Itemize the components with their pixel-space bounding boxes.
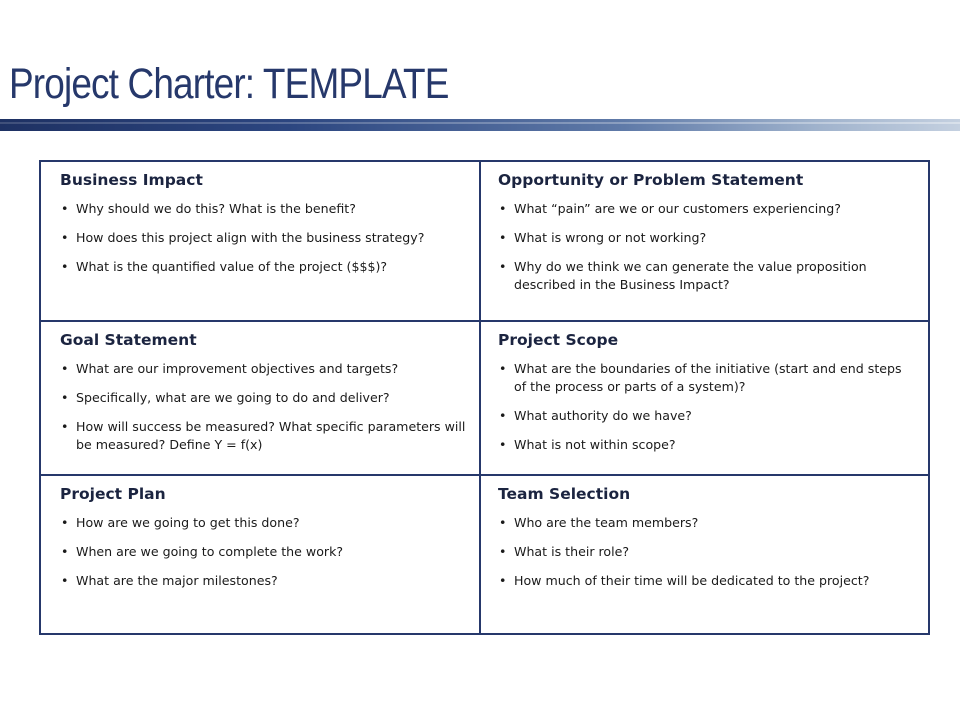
bullet-text: Specifically, what are we going to do and deliver? <box>76 390 390 405</box>
section-project-scope <box>481 322 928 476</box>
bullet-text: How are we going to get this done? <box>76 515 300 530</box>
section-opportunity-statement <box>481 162 928 322</box>
bullet-text: What authority do we have? <box>514 408 692 423</box>
bullet-list <box>60 200 467 276</box>
page-title: Project Charter: TEMPLATE <box>9 60 449 108</box>
bullet-text: Who are the team members? <box>514 515 699 530</box>
section-heading: Business Impact <box>60 171 203 189</box>
bullet-item: • Why do we think we can generate the value proposition described in the Business Impact? <box>499 259 867 292</box>
bullet-item: • How are we going to get this done? <box>61 515 300 530</box>
bullet-item: • What are the boundaries of the initiative (start and end steps of the process or parts of a system)? <box>499 361 902 394</box>
bullet-text: How does this project align with the business strategy? <box>76 230 425 245</box>
bullet-text: What is their role? <box>514 544 630 559</box>
bullet-text: What are our improvement objectives and targets? <box>76 361 399 376</box>
bullet-text: What are the major milestones? <box>76 573 278 588</box>
bullet-item: • Who are the team members? <box>499 515 699 530</box>
bullet-item: • What are our improvement objectives and targets? <box>61 361 399 376</box>
bullet-item: • Specifically, what are we going to do and deliver? <box>61 390 390 405</box>
bullet-text: What is not within scope? <box>514 437 676 452</box>
bullet-list <box>498 514 916 590</box>
section-business-impact <box>41 162 481 322</box>
section-heading: Project Plan <box>60 485 166 503</box>
bullet-item: • What is wrong or not working? <box>499 230 707 245</box>
bullet-item: • What is not within scope? <box>499 437 676 452</box>
bullet-list <box>60 514 467 590</box>
bullet-item: • How will success be measured? What specific parameters will be measured? Define Y = f(x) <box>61 419 466 452</box>
bullet-list <box>498 200 916 294</box>
bullet-text: What is wrong or not working? <box>514 230 707 245</box>
bullet-item: • When are we going to complete the work? <box>61 544 344 559</box>
section-heading: Project Scope <box>498 331 619 349</box>
bullet-text: What “pain” are we or our customers experiencing? <box>514 201 841 216</box>
bullet-item: • What is the quantified value of the project ($$$)? <box>61 259 388 274</box>
bullet-text: How will success be measured? What specific parameters will be measured? Define Y = f(x) <box>76 419 466 452</box>
bullet-item: • How much of their time will be dedicated to the project? <box>499 573 870 588</box>
section-project-plan <box>41 476 481 633</box>
bullet-list <box>498 360 916 454</box>
section-goal-statement <box>41 322 481 476</box>
bullet-item: • What are the major milestones? <box>61 573 278 588</box>
section-heading: Goal Statement <box>60 331 197 349</box>
bullet-text: What is the quantified value of the project ($$$)? <box>76 259 388 274</box>
bullet-text: Why should we do this? What is the benefit? <box>76 201 356 216</box>
bullet-text: Why do we think we can generate the value proposition described in the Business Impact? <box>514 259 867 292</box>
bullet-text: How much of their time will be dedicated to the project? <box>514 573 870 588</box>
bullet-list <box>60 360 467 454</box>
bullet-item: • Why should we do this? What is the benefit? <box>61 201 356 216</box>
bullet-item: • What authority do we have? <box>499 408 692 423</box>
bullet-item: • What “pain” are we or our customers experiencing? <box>499 201 841 216</box>
section-heading: Team Selection <box>498 485 631 503</box>
charter-grid <box>39 160 930 635</box>
section-team-selection <box>481 476 928 633</box>
bullet-item: • How does this project align with the business strategy? <box>61 230 425 245</box>
bullet-text: When are we going to complete the work? <box>76 544 344 559</box>
title-underline-bar <box>0 119 960 131</box>
bullet-item: • What is their role? <box>499 544 630 559</box>
bullet-text: What are the boundaries of the initiative (start and end steps of the process or parts of a system)? <box>514 361 902 394</box>
section-heading: Opportunity or Problem Statement <box>498 171 804 189</box>
